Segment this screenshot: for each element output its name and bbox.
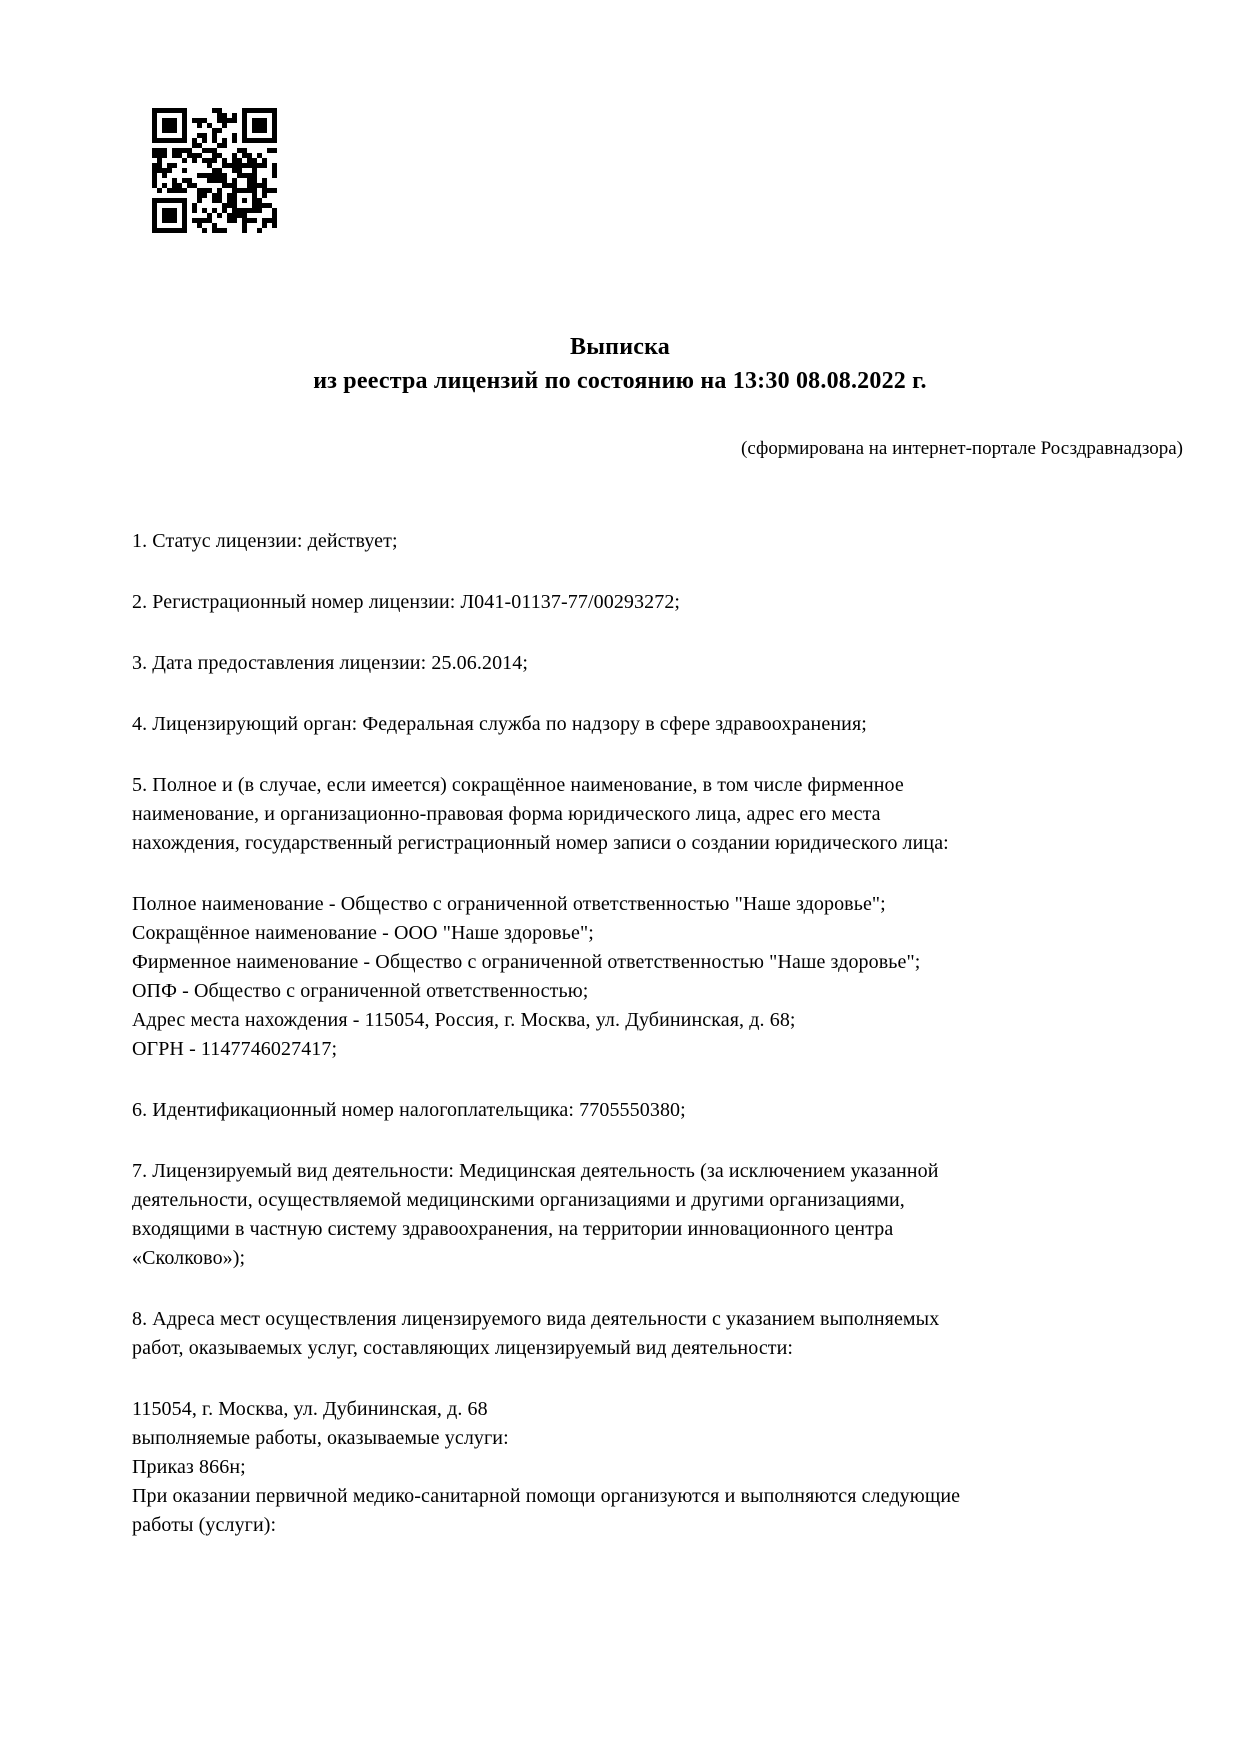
text-line: деятельности, осуществляемой медицинскими организациями и другими организациями, <box>132 1189 905 1211</box>
document-title <box>132 330 1108 398</box>
address-and-works <box>132 1395 1108 1540</box>
grant-date <box>132 649 1108 678</box>
title-line-1: Выписка <box>570 334 670 360</box>
licensed-activity <box>132 1157 1108 1273</box>
text-line: наименование, и организационно-правовая форма юридического лица, адрес его места <box>132 803 881 825</box>
text-line: 4. Лицензирующий орган: Федеральная служба по надзору в сфере здравоохранения; <box>132 713 867 735</box>
text-line: входящими в частную систему здравоохранения, на территории инновационного центра <box>132 1218 894 1240</box>
license-status <box>132 527 1108 556</box>
text-line: ОПФ - Общество с ограниченной ответственностью; <box>132 980 589 1002</box>
text-line: выполняемые работы, оказываемые услуги: <box>132 1427 509 1449</box>
licensing-authority <box>132 710 1108 739</box>
text-line: Адрес места нахождения - 115054, Россия, г. Москва, ул. Дубининская, д. 68; <box>132 1009 796 1031</box>
entity-details <box>132 890 1108 1064</box>
text-line: работы (услуги): <box>132 1514 277 1536</box>
title-line-2: из реестра лицензий по состоянию на 13:30 08.08.2022 г. <box>313 368 927 394</box>
entity-name-intro <box>132 771 1108 858</box>
taxpayer-number <box>132 1096 1108 1125</box>
text-line: 1. Статус лицензии: действует; <box>132 530 398 552</box>
text-line: Полное наименование - Общество с ограниченной ответственностью "Наше здоровье"; <box>132 893 886 915</box>
document-content <box>132 0 1183 1540</box>
text-line: Фирменное наименование - Общество с ограниченной ответственностью "Наше здоровье"; <box>132 951 921 973</box>
text-line: 3. Дата предоставления лицензии: 25.06.2014; <box>132 652 529 674</box>
text-line: 5. Полное и (в случае, если имеется) сокращённое наименование, в том числе фирменное <box>132 774 904 796</box>
text-line: 2. Регистрационный номер лицензии: Л041-01137-77/00293272; <box>132 591 681 613</box>
text-line: Приказ 866н; <box>132 1456 246 1478</box>
text-line: работ, оказываемых услуг, составляющих лицензируемый вид деятельности: <box>132 1337 794 1359</box>
registration-number <box>132 588 1108 617</box>
activity-addresses-intro <box>132 1305 1108 1363</box>
text-line: нахождения, государственный регистрационный номер записи о создании юридического лица: <box>132 832 949 854</box>
text-line: 7. Лицензируемый вид деятельности: Медицинская деятельность (за исключением указанной <box>132 1160 939 1182</box>
document-body <box>132 527 1108 1540</box>
text-line: ОГРН - 1147746027417; <box>132 1038 338 1060</box>
text-line: 115054, г. Москва, ул. Дубининская, д. 68 <box>132 1398 488 1420</box>
text-line: «Сколково»); <box>132 1247 246 1269</box>
text-line: 6. Идентификационный номер налогоплательщика: 7705550380; <box>132 1099 686 1121</box>
text-line: 8. Адреса мест осуществления лицензируемого вида деятельности с указанием выполняемых <box>132 1308 940 1330</box>
text-line: При оказании первичной медико-санитарной помощи организуются и выполняются следующие <box>132 1485 961 1507</box>
text-line: Сокращённое наименование - ООО "Наше здоровье"; <box>132 922 594 944</box>
document-subtitle: (сформирована на интернет-портале Росздравнадзора) <box>741 438 1183 459</box>
